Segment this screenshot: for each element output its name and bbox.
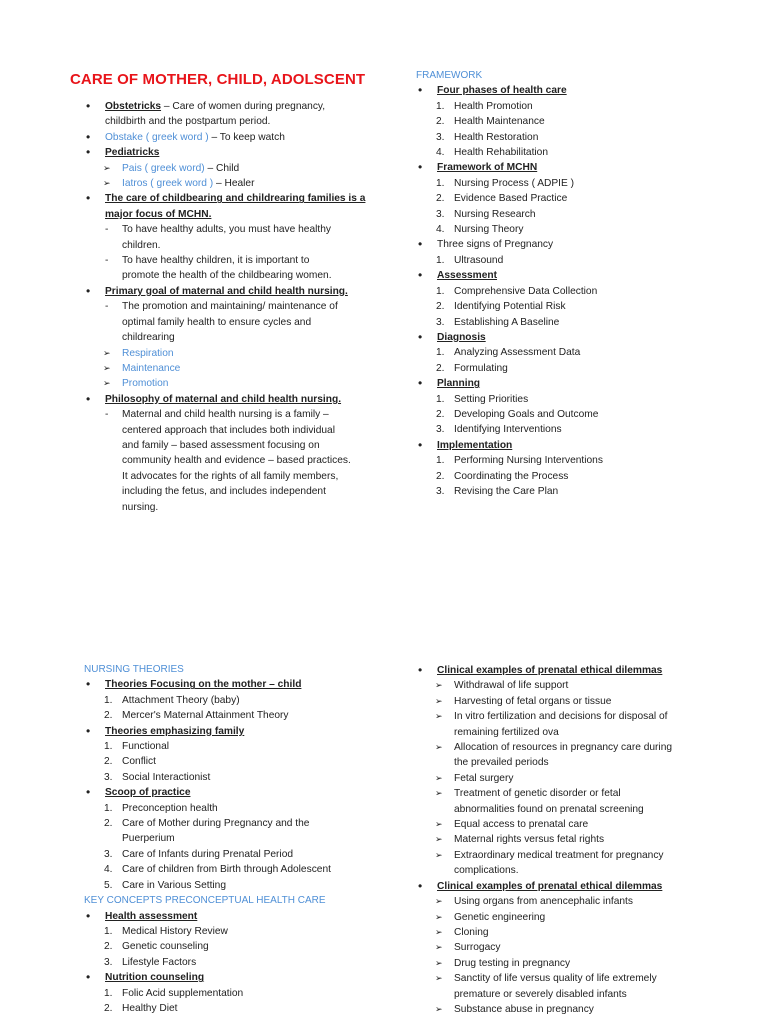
bold-term: major focus of MCHN.	[105, 208, 212, 220]
item-text: Nursing Research	[454, 208, 536, 220]
continuation-line	[84, 438, 374, 453]
bold-term: Theories Focusing on the mother – child	[105, 679, 302, 691]
arrow-bullet-icon: ➢	[103, 362, 111, 373]
numbered-item	[84, 955, 374, 970]
arrow-item	[84, 176, 374, 191]
arrow-item	[416, 925, 716, 940]
numbered-item	[84, 862, 374, 877]
item-text: Lifestyle Factors	[122, 956, 197, 968]
continuation-line	[84, 114, 374, 129]
item-number: 1.	[436, 177, 445, 189]
bullet-item	[84, 970, 374, 985]
item-text: childrearing	[122, 332, 175, 344]
arrow-bullet-icon: ➢	[103, 378, 111, 389]
bold-term: Health assessment	[105, 910, 198, 922]
item-text: centered approach that includes both individual	[122, 424, 335, 436]
item-text: – Healer	[213, 178, 255, 190]
numbered-item	[416, 315, 716, 330]
item-number: 1.	[104, 987, 113, 999]
bullet-item	[84, 724, 374, 739]
item-text: Health Rehabilitation	[454, 147, 549, 159]
blue-term: Pais ( greek word)	[122, 162, 205, 174]
item-number: 1.	[104, 741, 113, 753]
section-heading	[84, 662, 374, 677]
arrow-item	[416, 1002, 716, 1017]
arrow-bullet-icon: ➢	[435, 896, 443, 907]
page-title: CARE OF MOTHER, CHILD, ADOLSCENT	[70, 71, 366, 88]
item-text: and family – based assessment focusing on	[122, 439, 320, 451]
numbered-item	[84, 939, 374, 954]
bold-term: Four phases of health care	[437, 85, 567, 97]
continuation-line	[416, 802, 716, 817]
item-text: Sanctity of life versus quality of life extremely	[454, 973, 657, 985]
continuation-line	[416, 987, 716, 1002]
item-number: 2.	[104, 756, 113, 768]
bold-term: Planning	[437, 378, 481, 390]
item-number: 1.	[436, 393, 445, 405]
item-number: 2.	[436, 408, 445, 420]
bullet-item	[84, 191, 374, 206]
item-number: 1.	[436, 100, 445, 112]
arrow-bullet-icon: ➢	[435, 711, 443, 722]
item-text: Puerperium	[122, 833, 175, 845]
numbered-item	[84, 1001, 374, 1016]
item-number: 1.	[104, 925, 113, 937]
item-text: promote the health of the childbearing women.	[122, 270, 332, 282]
item-text: Surrogacy	[454, 942, 501, 954]
item-text: Maternal rights versus fetal rights	[454, 834, 605, 846]
bullet-item	[416, 330, 716, 345]
item-text: remaining fertilized ova	[454, 726, 559, 738]
bullet-item	[84, 145, 374, 160]
item-text: Performing Nursing Interventions	[454, 455, 603, 467]
dash-item	[84, 299, 374, 314]
bold-term: Clinical examples of prenatal ethical dilemmas	[437, 880, 663, 892]
arrow-item	[84, 161, 374, 176]
arrow-item	[84, 376, 374, 391]
numbered-item	[84, 847, 374, 862]
bullet-item	[84, 130, 374, 145]
arrow-bullet-icon: ➢	[435, 819, 443, 830]
item-text: – Care of women during pregnancy,	[161, 101, 326, 112]
dash-marker: -	[105, 409, 109, 421]
item-number: 3.	[104, 771, 113, 783]
section-heading	[416, 68, 716, 83]
item-text: Care in Various Setting	[122, 879, 227, 891]
arrow-bullet-icon: ➢	[435, 926, 443, 937]
left-bottom-column	[84, 662, 374, 1016]
continuation-line	[84, 453, 374, 468]
numbered-item	[84, 754, 374, 769]
arrow-item	[416, 956, 716, 971]
numbered-item	[416, 114, 716, 129]
numbered-item	[416, 207, 716, 222]
bullet-item	[416, 268, 716, 283]
item-text: complications.	[454, 865, 519, 877]
item-text: Using organs from anencephalic infants	[454, 896, 633, 908]
item-text: Social Interactionist	[122, 771, 211, 783]
item-number: 1.	[104, 694, 113, 706]
item-text: Health Maintenance	[454, 116, 545, 128]
item-text: Analyzing Assessment Data	[454, 347, 581, 359]
arrow-bullet-icon: ➢	[435, 1003, 443, 1014]
continuation-line	[84, 484, 374, 499]
item-text: Mercer's Maternal Attainment Theory	[122, 710, 289, 722]
dash-item	[84, 407, 374, 422]
item-number: 4.	[104, 864, 113, 876]
numbered-item	[84, 924, 374, 939]
item-text: Genetic counseling	[122, 941, 209, 953]
item-number: 2.	[436, 362, 445, 374]
numbered-item	[416, 407, 716, 422]
item-number: 3.	[104, 848, 113, 860]
continuation-line	[416, 725, 716, 740]
item-number: 3.	[436, 316, 445, 328]
arrow-bullet-icon: ➢	[435, 834, 443, 845]
arrow-bullet-icon: ➢	[435, 695, 443, 706]
numbered-item	[84, 708, 374, 723]
arrow-item	[416, 848, 716, 863]
arrow-item	[416, 678, 716, 693]
bullet-item	[84, 99, 374, 114]
item-number: 1.	[436, 254, 445, 266]
numbered-item	[416, 345, 716, 360]
item-text: premature or severely disabled infants	[454, 988, 627, 1000]
bold-term: Assessment	[437, 270, 498, 282]
item-text: Harvesting of fetal organs or tissue	[454, 695, 612, 707]
arrow-item	[84, 361, 374, 376]
bullet-item	[416, 237, 716, 252]
arrow-bullet-icon: ➢	[435, 788, 443, 799]
item-text: Conflict	[122, 756, 156, 768]
arrow-bullet-icon: ➢	[435, 772, 443, 783]
item-text: To have healthy children, it is important to	[122, 255, 310, 267]
item-number: 2.	[104, 1002, 113, 1014]
item-text: – To keep watch	[208, 131, 285, 143]
arrow-bullet-icon: ➢	[103, 347, 111, 358]
bullet-item	[416, 879, 716, 894]
bullet-item	[416, 376, 716, 391]
bullet-item	[416, 160, 716, 175]
item-text: nursing.	[122, 501, 159, 513]
bold-term: Nutrition counseling	[105, 972, 205, 984]
item-text: To have healthy adults, you must have healthy	[122, 224, 331, 236]
bullet-item	[84, 909, 374, 924]
arrow-item	[416, 771, 716, 786]
arrow-item	[416, 740, 716, 755]
numbered-item	[416, 453, 716, 468]
item-text: including the fetus, and includes independent	[122, 486, 326, 498]
item-number: 4.	[436, 224, 445, 236]
arrow-item	[416, 971, 716, 986]
arrow-item	[416, 709, 716, 724]
item-text: NURSING THEORIES	[84, 664, 184, 675]
blue-term: Obstake ( greek word )	[105, 131, 209, 143]
dash-marker: -	[105, 224, 109, 236]
item-text: Healthy Diet	[122, 1002, 178, 1014]
item-text: Fetal surgery	[454, 772, 514, 784]
item-text: – Child	[204, 162, 240, 174]
item-text: Functional	[122, 741, 170, 753]
section-heading	[84, 893, 374, 908]
bullet-item	[416, 438, 716, 453]
arrow-bullet-icon: ➢	[103, 162, 111, 173]
blue-term: Iatros ( greek word )	[122, 178, 214, 190]
blue-term: Maintenance	[122, 362, 181, 374]
bold-term: Diagnosis	[437, 331, 486, 343]
item-number: 1.	[436, 455, 445, 467]
item-number: 3.	[104, 956, 113, 968]
bold-term: The care of childbearing and childrearing families is a	[105, 193, 366, 205]
item-number: 3.	[436, 424, 445, 436]
bold-term: Clinical examples of prenatal ethical dilemmas	[437, 665, 663, 676]
bold-term: Pediatricks	[105, 147, 160, 159]
left-top-column	[84, 99, 374, 515]
bullet-item	[84, 392, 374, 407]
numbered-item	[84, 739, 374, 754]
arrow-item	[416, 786, 716, 801]
numbered-item	[416, 469, 716, 484]
numbered-item	[84, 693, 374, 708]
bold-term: Framework of MCHN	[437, 162, 538, 174]
item-text: Three signs of Pregnancy	[437, 239, 554, 251]
continuation-line	[84, 469, 374, 484]
item-text: Drug testing in pregnancy	[454, 957, 571, 969]
item-text: Nursing Theory	[454, 224, 524, 236]
item-text: Preconception health	[122, 802, 218, 814]
numbered-item	[416, 222, 716, 237]
item-text: childbirth and the postpartum period.	[105, 116, 271, 128]
right-bottom-column	[416, 663, 716, 1017]
item-number: 2.	[436, 301, 445, 313]
item-text: children.	[122, 239, 161, 251]
dash-marker: -	[105, 301, 109, 313]
item-text: FRAMEWORK	[416, 70, 483, 81]
numbered-item	[416, 422, 716, 437]
continuation-line	[84, 238, 374, 253]
item-text: Withdrawal of life support	[454, 680, 569, 692]
bullet-item	[416, 663, 716, 678]
numbered-item	[416, 145, 716, 160]
continuation-line	[416, 755, 716, 770]
item-number: 2.	[104, 710, 113, 722]
item-text: Comprehensive Data Collection	[454, 285, 598, 297]
arrow-bullet-icon: ➢	[435, 680, 443, 691]
continuation-line	[84, 268, 374, 283]
bullet-item	[416, 83, 716, 98]
item-number: 2.	[436, 193, 445, 205]
item-text: community health and evidence – based practices.	[122, 455, 351, 467]
item-text: Equal access to prenatal care	[454, 819, 589, 831]
bold-term: Obstetricks	[105, 101, 162, 112]
arrow-item	[416, 940, 716, 955]
arrow-item	[416, 817, 716, 832]
item-text: Evidence Based Practice	[454, 193, 568, 205]
bullet-item	[84, 677, 374, 692]
arrow-item	[416, 894, 716, 909]
item-text: Identifying Potential Risk	[454, 301, 566, 313]
right-top-column	[416, 68, 716, 499]
dash-item	[84, 222, 374, 237]
numbered-item	[84, 986, 374, 1001]
arrow-bullet-icon: ➢	[435, 942, 443, 953]
item-text: Genetic engineering	[454, 911, 546, 923]
arrow-bullet-icon: ➢	[435, 957, 443, 968]
continuation-line	[84, 207, 374, 222]
item-text: Revising the Care Plan	[454, 485, 559, 497]
arrow-bullet-icon: ➢	[435, 742, 443, 753]
item-text: Allocation of resources in pregnancy care during	[454, 742, 673, 754]
continuation-line	[416, 863, 716, 878]
item-text: optimal family health to ensure cycles and	[122, 316, 312, 328]
item-text: Care of Mother during Pregnancy and the	[122, 818, 310, 830]
item-text: Cloning	[454, 926, 489, 938]
item-text: Setting Priorities	[454, 393, 529, 405]
item-number: 1.	[436, 347, 445, 359]
item-number: 5.	[104, 879, 113, 891]
bold-term: Implementation	[437, 439, 513, 451]
item-text: the prevailed periods	[454, 757, 549, 769]
item-text: Coordinating the Process	[454, 470, 569, 482]
arrow-item	[416, 694, 716, 709]
arrow-item	[416, 910, 716, 925]
continuation-line	[84, 315, 374, 330]
arrow-bullet-icon: ➢	[435, 911, 443, 922]
item-text: Substance abuse in pregnancy	[454, 1003, 594, 1015]
bold-term: Philosophy of maternal and child health nursing.	[105, 393, 342, 405]
numbered-item	[416, 253, 716, 268]
dash-marker: -	[105, 255, 109, 267]
arrow-bullet-icon: ➢	[435, 849, 443, 860]
bold-term: Primary goal of maternal and child health nursing.	[105, 285, 348, 297]
item-number: 4.	[436, 147, 445, 159]
item-text: Health Promotion	[454, 100, 533, 112]
numbered-item	[84, 801, 374, 816]
item-text: Extraordinary medical treatment for pregnancy	[454, 849, 664, 861]
continuation-line	[84, 831, 374, 846]
item-number: 2.	[104, 941, 113, 953]
numbered-item	[416, 299, 716, 314]
item-number: 2.	[104, 818, 113, 830]
item-text: Formulating	[454, 362, 508, 374]
numbered-item	[416, 392, 716, 407]
numbered-item	[416, 176, 716, 191]
numbered-item	[416, 484, 716, 499]
arrow-item	[416, 832, 716, 847]
arrow-bullet-icon: ➢	[435, 973, 443, 984]
item-text: Treatment of genetic disorder or fetal	[454, 788, 621, 800]
item-text: Health Restoration	[454, 131, 539, 143]
item-number: 1.	[436, 285, 445, 297]
item-text: Developing Goals and Outcome	[454, 408, 599, 420]
numbered-item	[84, 816, 374, 831]
numbered-item	[84, 878, 374, 893]
item-text: Maternal and child health nursing is a family –	[122, 409, 329, 421]
item-text: Ultrasound	[454, 254, 504, 266]
arrow-item	[84, 346, 374, 361]
numbered-item	[416, 99, 716, 114]
item-number: 3.	[436, 485, 445, 497]
item-text: KEY CONCEPTS PRECONCEPTUAL HEALTH CARE	[84, 895, 326, 907]
bullet-item	[84, 284, 374, 299]
continuation-line	[84, 330, 374, 345]
item-text: Care of Infants during Prenatal Period	[122, 848, 294, 860]
bullet-item	[84, 785, 374, 800]
item-number: 2.	[436, 116, 445, 128]
bold-term: Theories emphasizing family	[105, 725, 245, 737]
item-text: Medical History Review	[122, 925, 228, 937]
item-text: abnormalities found on prenatal screening	[454, 803, 644, 815]
numbered-item	[416, 191, 716, 206]
numbered-item	[416, 130, 716, 145]
item-text: Care of children from Birth through Adolescent	[122, 864, 331, 876]
continuation-line	[84, 500, 374, 515]
item-text: Folic Acid supplementation	[122, 987, 244, 999]
numbered-item	[84, 770, 374, 785]
arrow-bullet-icon: ➢	[103, 178, 111, 189]
item-text: Nursing Process ( ADPIE )	[454, 177, 575, 189]
bold-term: Scoop of practice	[105, 787, 191, 799]
item-number: 3.	[436, 131, 445, 143]
item-text: It advocates for the rights of all family members,	[122, 470, 339, 482]
continuation-line	[84, 423, 374, 438]
blue-term: Respiration	[122, 347, 174, 359]
item-text: In vitro fertilization and decisions for disposal of	[454, 711, 668, 723]
item-text: Attachment Theory (baby)	[122, 694, 240, 706]
item-number: 3.	[436, 208, 445, 220]
item-number: 1.	[104, 802, 113, 814]
item-text: The promotion and maintaining/ maintenance of	[122, 301, 338, 313]
item-text: Establishing A Baseline	[454, 316, 560, 328]
numbered-item	[416, 361, 716, 376]
dash-item	[84, 253, 374, 268]
numbered-item	[416, 284, 716, 299]
item-number: 2.	[436, 470, 445, 482]
blue-term: Promotion	[122, 378, 169, 390]
item-text: Identifying Interventions	[454, 424, 562, 436]
